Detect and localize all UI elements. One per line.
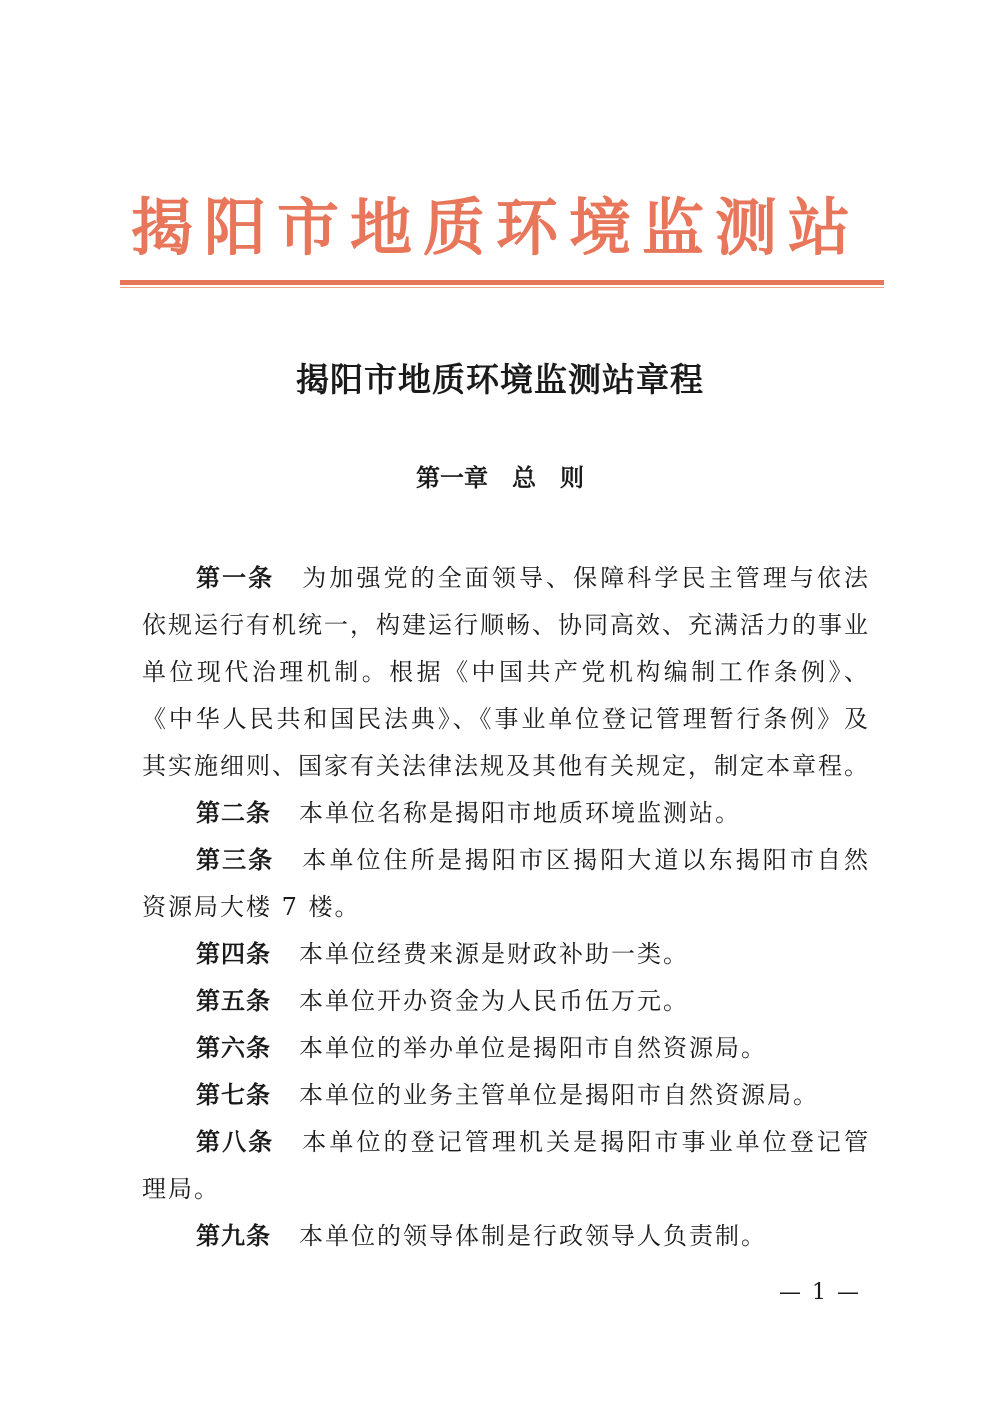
article-text: 本单位名称是揭阳市地质环境监测站。 [299, 799, 741, 827]
article-9 [142, 1213, 870, 1260]
article-text: 本单位的举办单位是揭阳市自然资源局。 [299, 1034, 767, 1062]
article-8 [142, 1119, 870, 1213]
article-text: 本单位经费来源是财政补助一类。 [299, 940, 689, 968]
letterhead-red-rule [120, 280, 884, 289]
document-title: 揭阳市地质环境监测站章程 [296, 360, 704, 399]
article-text: 本单位的业务主管单位是揭阳市自然资源局。 [299, 1081, 819, 1109]
article-number: 第九条 [196, 1222, 271, 1250]
article-number: 第一条 [196, 564, 275, 592]
letterhead-org-name: 揭阳市地质环境监测站 [130, 191, 861, 264]
article-1 [142, 555, 870, 790]
chapter-heading: 第一章 总 则 [416, 464, 584, 492]
article-text: 本单位的登记管理机关是揭阳市事业单位登记管理局。 [142, 1128, 871, 1203]
article-number: 第八条 [196, 1128, 275, 1156]
article-text: 本单位的领导体制是行政领导人负责制。 [299, 1222, 767, 1250]
article-text: 本单位住所是揭阳市区揭阳大道以东揭阳市自然资源局大楼 7 楼。 [142, 846, 871, 921]
article-number: 第三条 [196, 846, 275, 874]
article-3 [142, 837, 870, 931]
article-number: 第二条 [196, 799, 271, 827]
article-text: 本单位开办资金为人民币伍万元。 [299, 987, 689, 1015]
article-number: 第七条 [196, 1081, 271, 1109]
article-4 [142, 931, 870, 978]
article-7 [142, 1072, 870, 1119]
article-6 [142, 1025, 870, 1072]
article-text: 为加强党的全面领导、保障科学民主管理与依法依规运行有机统一，构建运行顺畅、协同高效、充满活力的事业单位现代治理机制。根据《中国共产党机构编制工作条例》、《中华人民共和国民法典》、《事业单位登记管理暂行条例》及其实施细则、国家有关法律法规及其他有关规定，制定本章程。 [142, 564, 871, 780]
article-list [142, 555, 870, 1260]
article-number: 第四条 [196, 940, 271, 968]
letterhead-rule-thick [120, 280, 884, 285]
article-5 [142, 978, 870, 1025]
article-number: 第六条 [196, 1034, 271, 1062]
page-number: — 1 — [779, 1280, 861, 1305]
letterhead-rule-thin [120, 287, 884, 288]
article-2 [142, 790, 870, 837]
article-number: 第五条 [196, 987, 271, 1015]
